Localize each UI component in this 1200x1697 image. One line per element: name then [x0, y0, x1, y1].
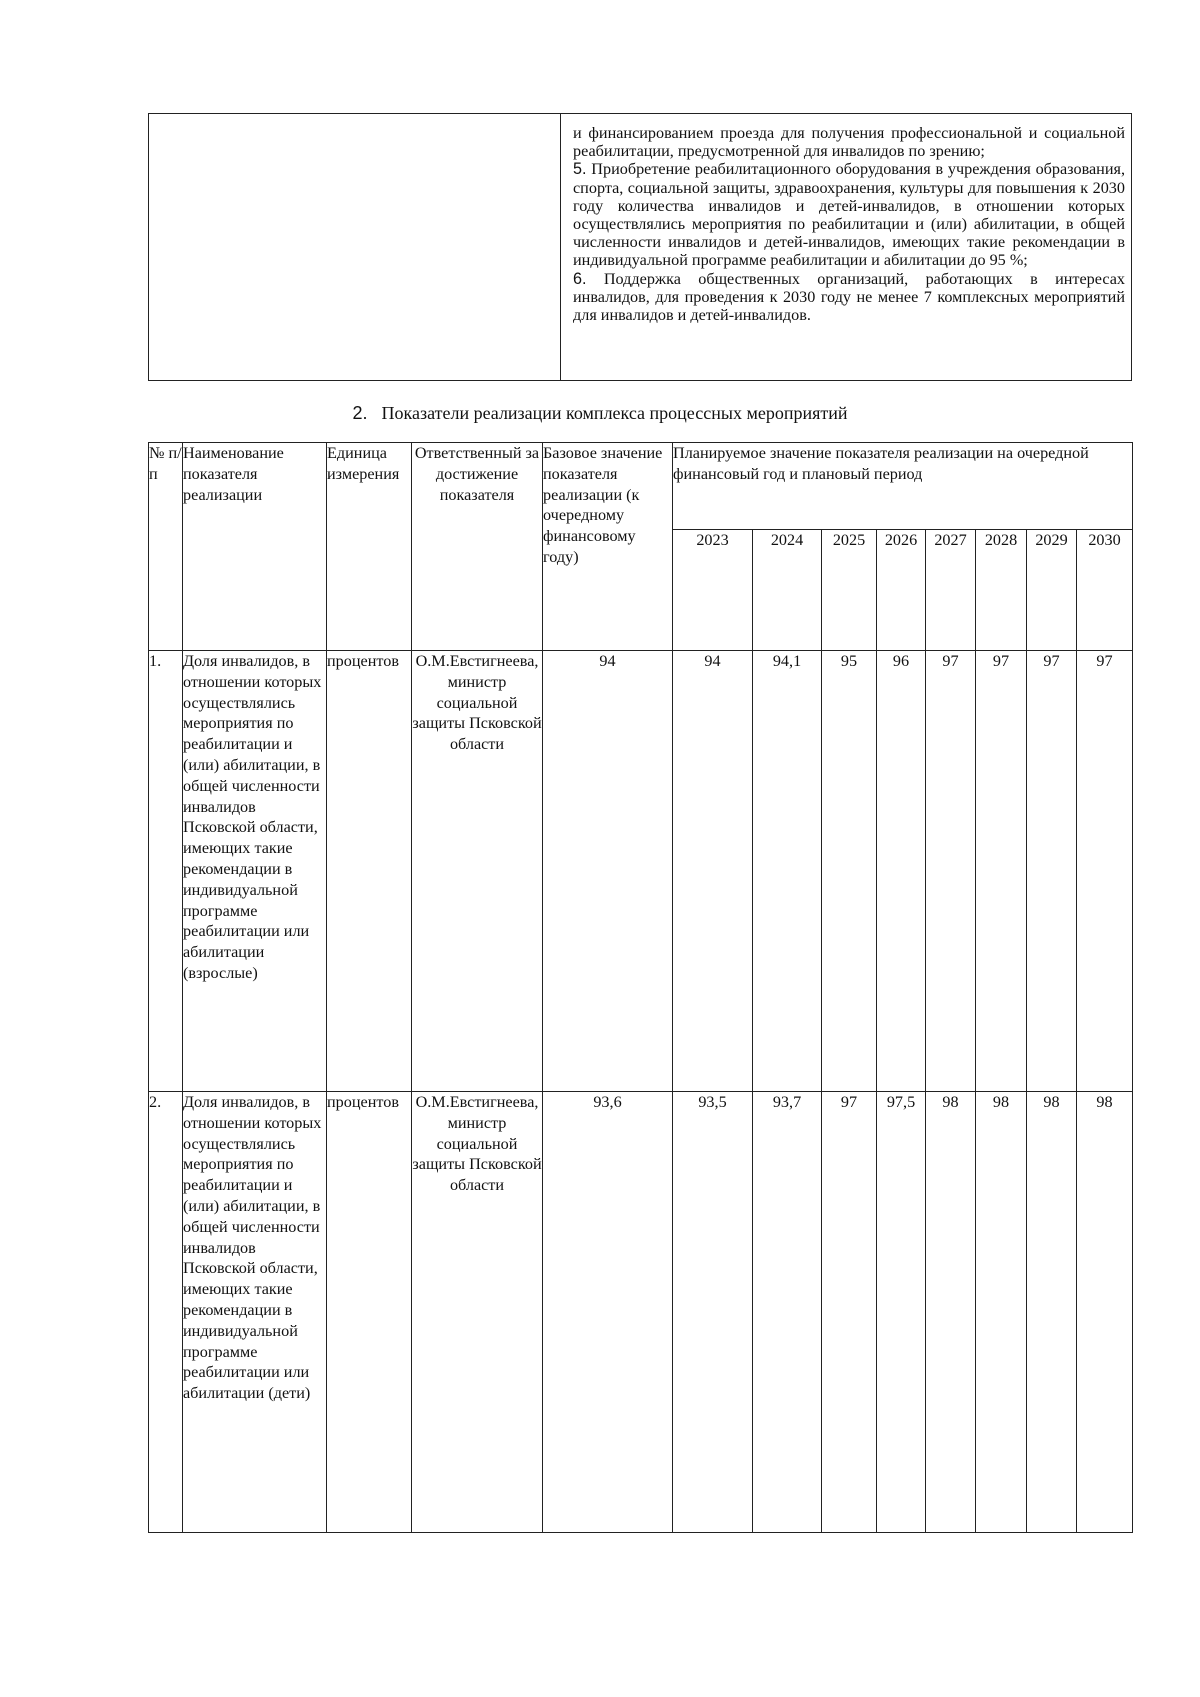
header-year: 2028: [976, 530, 1027, 651]
row-value-2029: 97: [1027, 651, 1077, 1092]
row-value-2027: 97: [926, 651, 976, 1092]
row-value-2023: 93,5: [673, 1092, 753, 1533]
header-plan: Планируемое значение показателя реализации на очередной финансовый год и плановый период: [673, 443, 1133, 530]
indicators-table: [148, 442, 1133, 1533]
row-value-2030: 97: [1077, 651, 1133, 1092]
header-unit: Единица измерения: [327, 443, 412, 651]
header-year: 2023: [673, 530, 753, 651]
continuation-text-cell: [561, 114, 1131, 380]
row-base-value: 94: [543, 651, 673, 1092]
row-value-2028: 98: [976, 1092, 1027, 1533]
continuation-table: [148, 113, 1132, 381]
row-base-value: 93,6: [543, 1092, 673, 1533]
section-title-text: Показатели реализации комплекса процессных мероприятий: [381, 403, 848, 423]
table-row: [149, 1092, 1133, 1533]
paragraph-number: 6.: [573, 269, 587, 288]
continuation-empty-cell: [149, 114, 561, 380]
table-row: [149, 651, 1133, 1092]
row-value-2024: 93,7: [753, 1092, 822, 1533]
header-year: 2025: [822, 530, 877, 651]
row-value-2026: 97,5: [877, 1092, 926, 1533]
paragraph-text: и финансированием проезда для получения профессиональной и социальной реабилитации, предусмотренной для инвалидов по зрению;: [573, 124, 1125, 161]
section-number: 2.: [352, 403, 368, 423]
continuation-paragraph-5: [573, 160, 1125, 269]
header-year: 2030: [1077, 530, 1133, 651]
row-value-2027: 98: [926, 1092, 976, 1533]
row-responsible: О.М.Евстигнеева, министр социальной защиты Псковской области: [412, 1092, 543, 1533]
paragraph-number: 5.: [573, 160, 587, 179]
header-base: Базовое значение показателя реализации (к очередному финансовому году): [543, 443, 673, 651]
row-value-2030: 98: [1077, 1092, 1133, 1533]
header-row: [149, 443, 1133, 530]
header-year: 2029: [1027, 530, 1077, 651]
header-year: 2024: [753, 530, 822, 651]
row-value-2026: 96: [877, 651, 926, 1092]
header-name: Наименование показателя реализации: [183, 443, 327, 651]
header-num: № п/п: [149, 443, 183, 651]
header-year: 2026: [877, 530, 926, 651]
continuation-paragraph-1: [573, 124, 1125, 160]
row-value-2023: 94: [673, 651, 753, 1092]
row-value-2025: 95: [822, 651, 877, 1092]
header-year: 2027: [926, 530, 976, 651]
row-indicator-name: Доля инвалидов, в отношении которых осуществлялись мероприятия по реабилитации и (или) абилитации, в общей численности инвалидов Псковской области, имеющих такие рекомендации в индивидуальной программе реабилитации или абилитации (дети): [183, 1092, 327, 1533]
row-indicator-name: Доля инвалидов, в отношении которых осуществлялись мероприятия по реабилитации и (или) абилитации, в общей численности инвалидов Псковской области, имеющих такие рекомендации в индивидуальной программе реабилитации или абилитации (взрослые): [183, 651, 327, 1092]
continuation-paragraph-6: [573, 270, 1125, 325]
row-unit: процентов: [327, 1092, 412, 1533]
header-responsible: Ответственный за достижение показателя: [412, 443, 543, 651]
row-value-2028: 97: [976, 651, 1027, 1092]
row-number: 2.: [149, 1092, 183, 1533]
row-number: 1.: [149, 651, 183, 1092]
row-value-2029: 98: [1027, 1092, 1077, 1533]
paragraph-text: Поддержка общественных организаций, работающих в интересах инвалидов, для проведения к 2030 году не менее 7 комплексных мероприятий для инвалидов и детей-инвалидов.: [573, 269, 1125, 325]
row-responsible: О.М.Евстигнеева, министр социальной защиты Псковской области: [412, 651, 543, 1092]
row-value-2024: 94,1: [753, 651, 822, 1092]
row-unit: процентов: [327, 651, 412, 1092]
paragraph-text: Приобретение реабилитационного оборудования в учреждения образования, спорта, социальной защиты, здравоохранения, культуры для повышения к 2030 году количества инвалидов и детей-инвалидов, в отношении которых осуществлялись мероприятия по реабилитации и (или) абилитации, в общей численности инвалидов и детей-инвалидов, имеющих такие рекомендации в индивидуальной программе реабилитации и абилитации до 95 %;: [573, 160, 1126, 270]
row-value-2025: 97: [822, 1092, 877, 1533]
section-heading: [0, 403, 1200, 424]
